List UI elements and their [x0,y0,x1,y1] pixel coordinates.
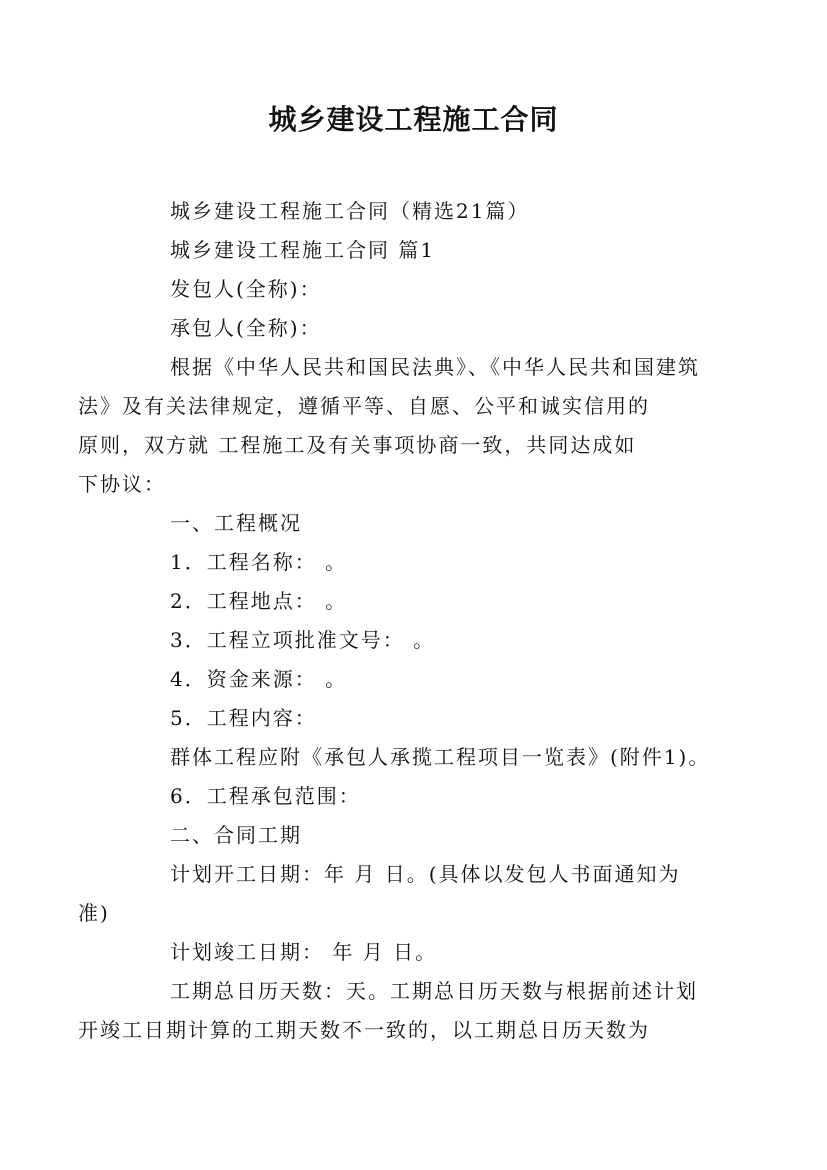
list-item-project-content: 5．工程内容： [170,706,317,730]
paragraph-line: 计划开工日期：年 月 日。(具体以发包人书面通知为 [170,862,681,886]
list-item-funding-source: 4．资金来源： 。 [170,667,348,691]
paragraph-completion-date: 计划竣工日期： 年 月 日。 [170,940,438,964]
paragraph-start-date [78,855,704,933]
paragraph-subtitle: 城乡建设工程施工合同（精选21篇） [170,199,530,223]
document-body [78,192,711,1050]
paragraph-line: 根据《中华人民共和国民法典》、《中华人民共和国建筑 [170,355,700,379]
paragraph-preamble [78,348,704,504]
list-item-approval-number: 3．工程立项批准文号： 。 [170,628,436,652]
paragraph-line: 开竣工日期计算的工期天数不一致的，以工期总日历天数为 [78,1018,650,1042]
paragraph-heading-overview: 一、工程概况 [170,511,302,535]
paragraph-line: 法》及有关法律规定，遵循平等、自愿、公平和诚实信用的 [78,394,650,418]
paragraph-line: 工期总日历天数：天。工期总日历天数与根据前述计划 [170,979,698,1003]
paragraph-line: 准) [78,901,110,925]
paragraph-heading-period: 二、合同工期 [170,823,302,847]
paragraph-employer: 发包人(全称)： [170,277,322,301]
list-item-project-name: 1．工程名称： 。 [170,550,348,574]
list-item-project-location: 2．工程地点： 。 [170,589,348,613]
paragraph-line: 下协议： [78,472,166,496]
paragraph-total-days [78,972,704,1050]
paragraph-section-heading: 城乡建设工程施工合同 篇1 [170,238,436,262]
paragraph-attachment-note: 群体工程应附《承包人承揽工程项目一览表》(附件1)。 [170,745,711,769]
paragraph-contractor: 承包人(全称)： [170,316,322,340]
paragraph-line: 原则，双方就 工程施工及有关事项协商一致，共同达成如 [78,433,637,457]
document-title: 城乡建设工程施工合同 [268,103,559,136]
list-item-contract-scope: 6．工程承包范围： [170,784,361,808]
